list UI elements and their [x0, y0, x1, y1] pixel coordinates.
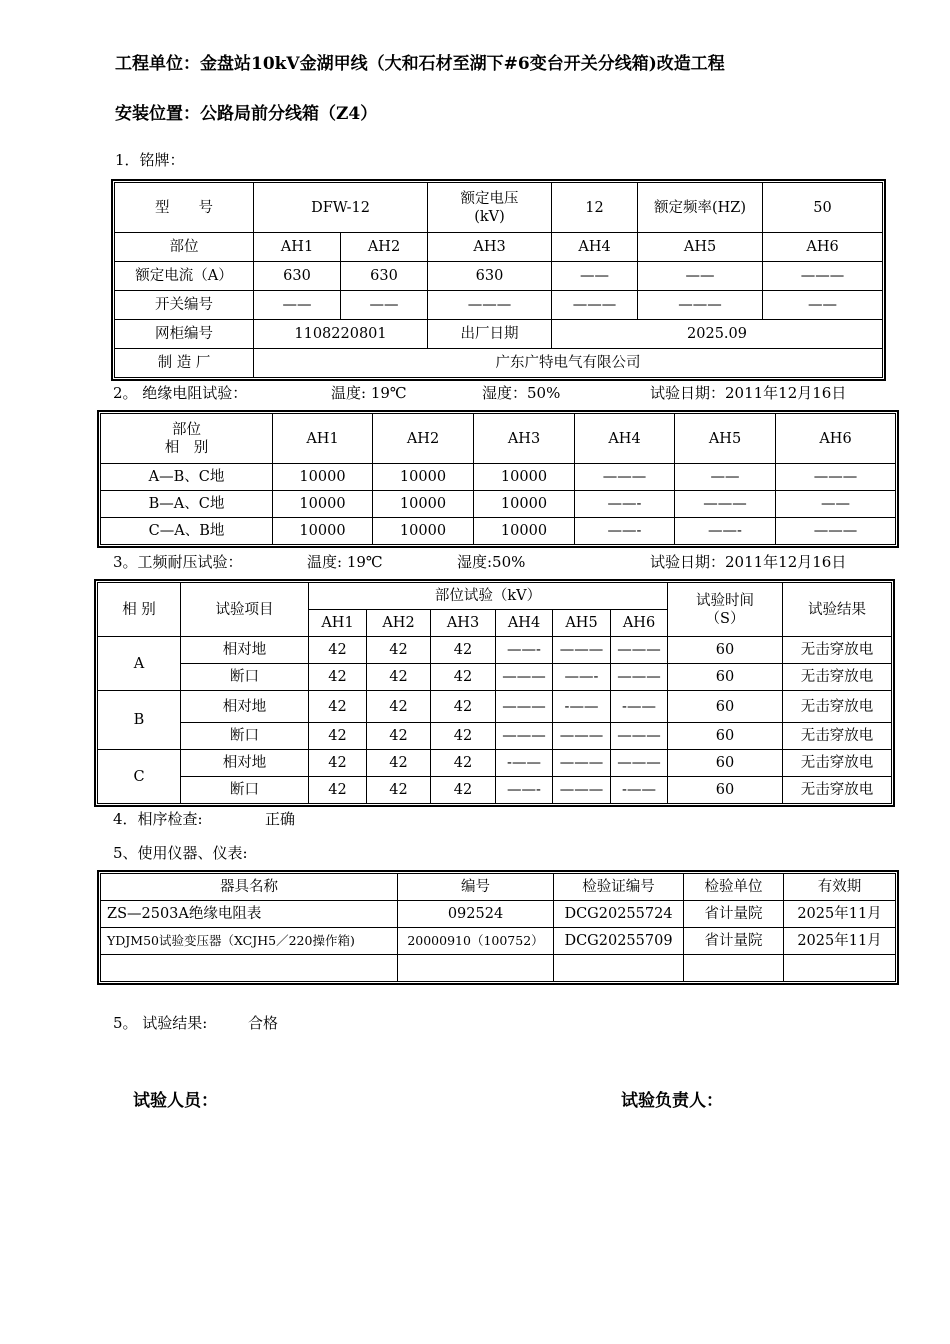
value-cell: ———: [776, 464, 896, 491]
install-location: 安装位置：公路局前分线箱（Z4）: [115, 104, 378, 124]
table-row: [101, 518, 896, 545]
unit-header: AH1: [273, 414, 373, 464]
unit-header: AH3: [474, 414, 575, 464]
result-cell: 无击穿放电: [783, 637, 892, 664]
current-cell: 630: [341, 262, 428, 291]
inspection-unit: 省计量院: [684, 901, 784, 928]
validity: 2025年11月: [784, 928, 896, 955]
value-cell: 10000: [373, 464, 474, 491]
value-cell: 10000: [474, 464, 575, 491]
table-row: [98, 777, 892, 804]
empty-cell: [784, 955, 896, 982]
type-label: 型 号: [115, 183, 254, 233]
table-row: [98, 750, 892, 777]
table-row: [98, 664, 892, 691]
time-header: 试验时间 （S）: [668, 583, 783, 637]
time-cell: 60: [668, 637, 783, 664]
item-cell: 断口: [181, 777, 309, 804]
withstand-table: [97, 582, 892, 804]
value-cell: 42: [431, 691, 496, 723]
certificate-number: DCG20255724: [554, 901, 684, 928]
instrument-name: ZS—2503A绝缘电阻表: [101, 901, 398, 928]
value-cell: 42: [431, 777, 496, 804]
withstand-humidity: 湿度:50%: [457, 553, 526, 571]
table-row: [101, 464, 896, 491]
value-cell: ——-: [553, 664, 611, 691]
validity: 2025年11月: [784, 901, 896, 928]
switch-cell: ———: [638, 291, 763, 320]
time-cell: 60: [668, 723, 783, 750]
value-cell: 42: [367, 664, 431, 691]
phase-cell: A—B、C地: [101, 464, 273, 491]
unit-header: AH5: [553, 610, 611, 637]
value-cell: ———: [776, 518, 896, 545]
value-cell: ———: [553, 777, 611, 804]
current-cell: ——: [638, 262, 763, 291]
rated-voltage-label: 额定电压 (kV): [428, 183, 552, 233]
value-cell: 42: [367, 750, 431, 777]
empty-cell: [398, 955, 554, 982]
instruments-table: [100, 873, 896, 982]
nameplate-heading: 1．铭牌：: [115, 151, 185, 169]
value-cell: 42: [431, 664, 496, 691]
switch-cell: ——: [254, 291, 341, 320]
insulation-humidity: 湿度：50%: [482, 384, 561, 402]
result-value: 合格: [248, 1014, 279, 1032]
value-cell: 10000: [474, 491, 575, 518]
time-cell: 60: [668, 777, 783, 804]
value-cell: ——-: [575, 518, 675, 545]
position-label: 部位: [115, 233, 254, 262]
value-cell: -——: [611, 777, 668, 804]
time-cell: 60: [668, 664, 783, 691]
unit-header: AH6: [776, 414, 896, 464]
table-row: [101, 955, 896, 982]
inspection-unit: 省计量院: [684, 928, 784, 955]
value-cell: ———: [675, 491, 776, 518]
value-cell: 10000: [273, 491, 373, 518]
instrument-number: 092524: [398, 901, 554, 928]
group-header: 部位试验（kV）: [309, 583, 668, 610]
withstand-heading: 3。工频耐压试验：: [113, 553, 243, 571]
value-cell: 10000: [474, 518, 575, 545]
value-cell: 10000: [373, 491, 474, 518]
value-cell: ———: [496, 664, 553, 691]
table-row: [101, 901, 896, 928]
value-cell: -——: [496, 750, 553, 777]
value-cell: 42: [309, 723, 367, 750]
unit-header: AH4: [552, 233, 638, 262]
switch-cell: ——: [341, 291, 428, 320]
withstand-date: 试验日期：2011年12月16日: [650, 553, 847, 571]
freq-value: 50: [763, 183, 883, 233]
unit-header: AH4: [496, 610, 553, 637]
table-row: [98, 691, 892, 723]
current-cell: 630: [254, 262, 341, 291]
value-cell: ———: [611, 750, 668, 777]
value-cell: 42: [309, 637, 367, 664]
result-cell: 无击穿放电: [783, 664, 892, 691]
table-row: [101, 491, 896, 518]
unit-header: AH3: [428, 233, 552, 262]
current-cell: 630: [428, 262, 552, 291]
item-header: 试验项目: [181, 583, 309, 637]
item-cell: 相对地: [181, 750, 309, 777]
time-cell: 60: [668, 691, 783, 723]
supervisor-signature-label: 试验负责人：: [621, 1091, 723, 1111]
type-value: DFW-12: [254, 183, 428, 233]
unit-header: AH5: [638, 233, 763, 262]
value-cell: ———: [611, 664, 668, 691]
cabinet-label: 网柜编号: [115, 320, 254, 349]
empty-cell: [684, 955, 784, 982]
switch-label: 开关编号: [115, 291, 254, 320]
empty-cell: [554, 955, 684, 982]
value-cell: 10000: [373, 518, 474, 545]
item-cell: 相对地: [181, 637, 309, 664]
maker-value: 广东广特电气有限公司: [254, 349, 883, 378]
table-row: [101, 928, 896, 955]
value-cell: 42: [431, 723, 496, 750]
value-cell: ——-: [675, 518, 776, 545]
switch-cell: ———: [428, 291, 552, 320]
insulation-heading: 2。 绝缘电阻试验：: [113, 384, 248, 402]
project-title: 工程单位：金盘站10kV金湖甲线（大和石材至湖下#6变台开关分线箱)改造工程: [115, 54, 725, 74]
value-cell: ——: [776, 491, 896, 518]
cabinet-value: 1108220801: [254, 320, 428, 349]
value-cell: ———: [553, 723, 611, 750]
time-cell: 60: [668, 750, 783, 777]
empty-cell: [101, 955, 398, 982]
unit-header: AH6: [763, 233, 883, 262]
value-cell: -——: [611, 691, 668, 723]
value-cell: ——: [675, 464, 776, 491]
value-cell: 10000: [273, 518, 373, 545]
item-cell: 断口: [181, 723, 309, 750]
instruments-heading: 5、使用仪器、仪表:: [113, 844, 248, 862]
value-cell: ——-: [496, 637, 553, 664]
value-cell: ———: [611, 723, 668, 750]
value-cell: -——: [553, 691, 611, 723]
value-cell: 42: [367, 691, 431, 723]
date-label: 出厂日期: [428, 320, 552, 349]
unit-header: AH2: [373, 414, 474, 464]
item-cell: 相对地: [181, 691, 309, 723]
value-cell: 42: [309, 777, 367, 804]
unit-header: AH5: [675, 414, 776, 464]
unit-header: AH4: [575, 414, 675, 464]
tester-signature-label: 试验人员：: [133, 1091, 218, 1111]
current-cell: ———: [763, 262, 883, 291]
value-cell: ———: [575, 464, 675, 491]
insulation-table: [100, 413, 896, 545]
corner-header: 部位 相 别: [101, 414, 273, 464]
table-row: [98, 637, 892, 664]
table-row: [98, 723, 892, 750]
switch-cell: ——: [763, 291, 883, 320]
maker-label: 制 造 厂: [115, 349, 254, 378]
value-cell: 42: [309, 664, 367, 691]
value-cell: 42: [367, 777, 431, 804]
switch-cell: ———: [552, 291, 638, 320]
result-label: 5。 试验结果:: [113, 1014, 208, 1032]
unit-header: AH6: [611, 610, 668, 637]
phase-cell: C: [98, 750, 181, 804]
nameplate-table: [114, 182, 883, 378]
value-cell: ——-: [496, 777, 553, 804]
instrument-number: 20000910（100752）: [398, 928, 554, 955]
date-value: 2025.09: [552, 320, 883, 349]
value-cell: 42: [309, 691, 367, 723]
value-cell: ———: [611, 637, 668, 664]
phase-cell: A: [98, 637, 181, 691]
phase-header: 相 别: [98, 583, 181, 637]
unit-header: AH1: [309, 610, 367, 637]
phase-cell: B: [98, 691, 181, 750]
result-header: 试验结果: [783, 583, 892, 637]
value-cell: ———: [496, 723, 553, 750]
col-header: 有效期: [784, 874, 896, 901]
value-cell: 42: [367, 723, 431, 750]
value-cell: 10000: [273, 464, 373, 491]
result-cell: 无击穿放电: [783, 777, 892, 804]
col-header: 编号: [398, 874, 554, 901]
col-header: 检验证编号: [554, 874, 684, 901]
rated-voltage-value: 12: [552, 183, 638, 233]
value-cell: ———: [496, 691, 553, 723]
col-header: 器具名称: [101, 874, 398, 901]
col-header: 检验单位: [684, 874, 784, 901]
current-cell: ——: [552, 262, 638, 291]
value-cell: 42: [431, 750, 496, 777]
value-cell: 42: [431, 637, 496, 664]
certificate-number: DCG20255709: [554, 928, 684, 955]
phase-check-value: 正确: [265, 810, 296, 828]
result-cell: 无击穿放电: [783, 723, 892, 750]
phase-check-label: 4．相序检查:: [113, 810, 203, 828]
unit-header: AH2: [341, 233, 428, 262]
freq-label: 额定频率(HZ): [638, 183, 763, 233]
unit-header: AH2: [367, 610, 431, 637]
unit-header: AH1: [254, 233, 341, 262]
phase-cell: C—A、B地: [101, 518, 273, 545]
value-cell: ———: [553, 637, 611, 664]
value-cell: ———: [553, 750, 611, 777]
instrument-name: YDJM50试验变压器（XCJH5／220操作箱): [101, 928, 398, 955]
result-cell: 无击穿放电: [783, 691, 892, 723]
insulation-date: 试验日期：2011年12月16日: [650, 384, 847, 402]
withstand-temp: 温度: 19℃: [307, 553, 383, 571]
item-cell: 断口: [181, 664, 309, 691]
unit-header: AH3: [431, 610, 496, 637]
result-cell: 无击穿放电: [783, 750, 892, 777]
current-label: 额定电流（A）: [115, 262, 254, 291]
insulation-temp: 温度: 19℃: [331, 384, 407, 402]
value-cell: 42: [309, 750, 367, 777]
value-cell: 42: [367, 637, 431, 664]
phase-cell: B—A、C地: [101, 491, 273, 518]
value-cell: ——-: [575, 491, 675, 518]
